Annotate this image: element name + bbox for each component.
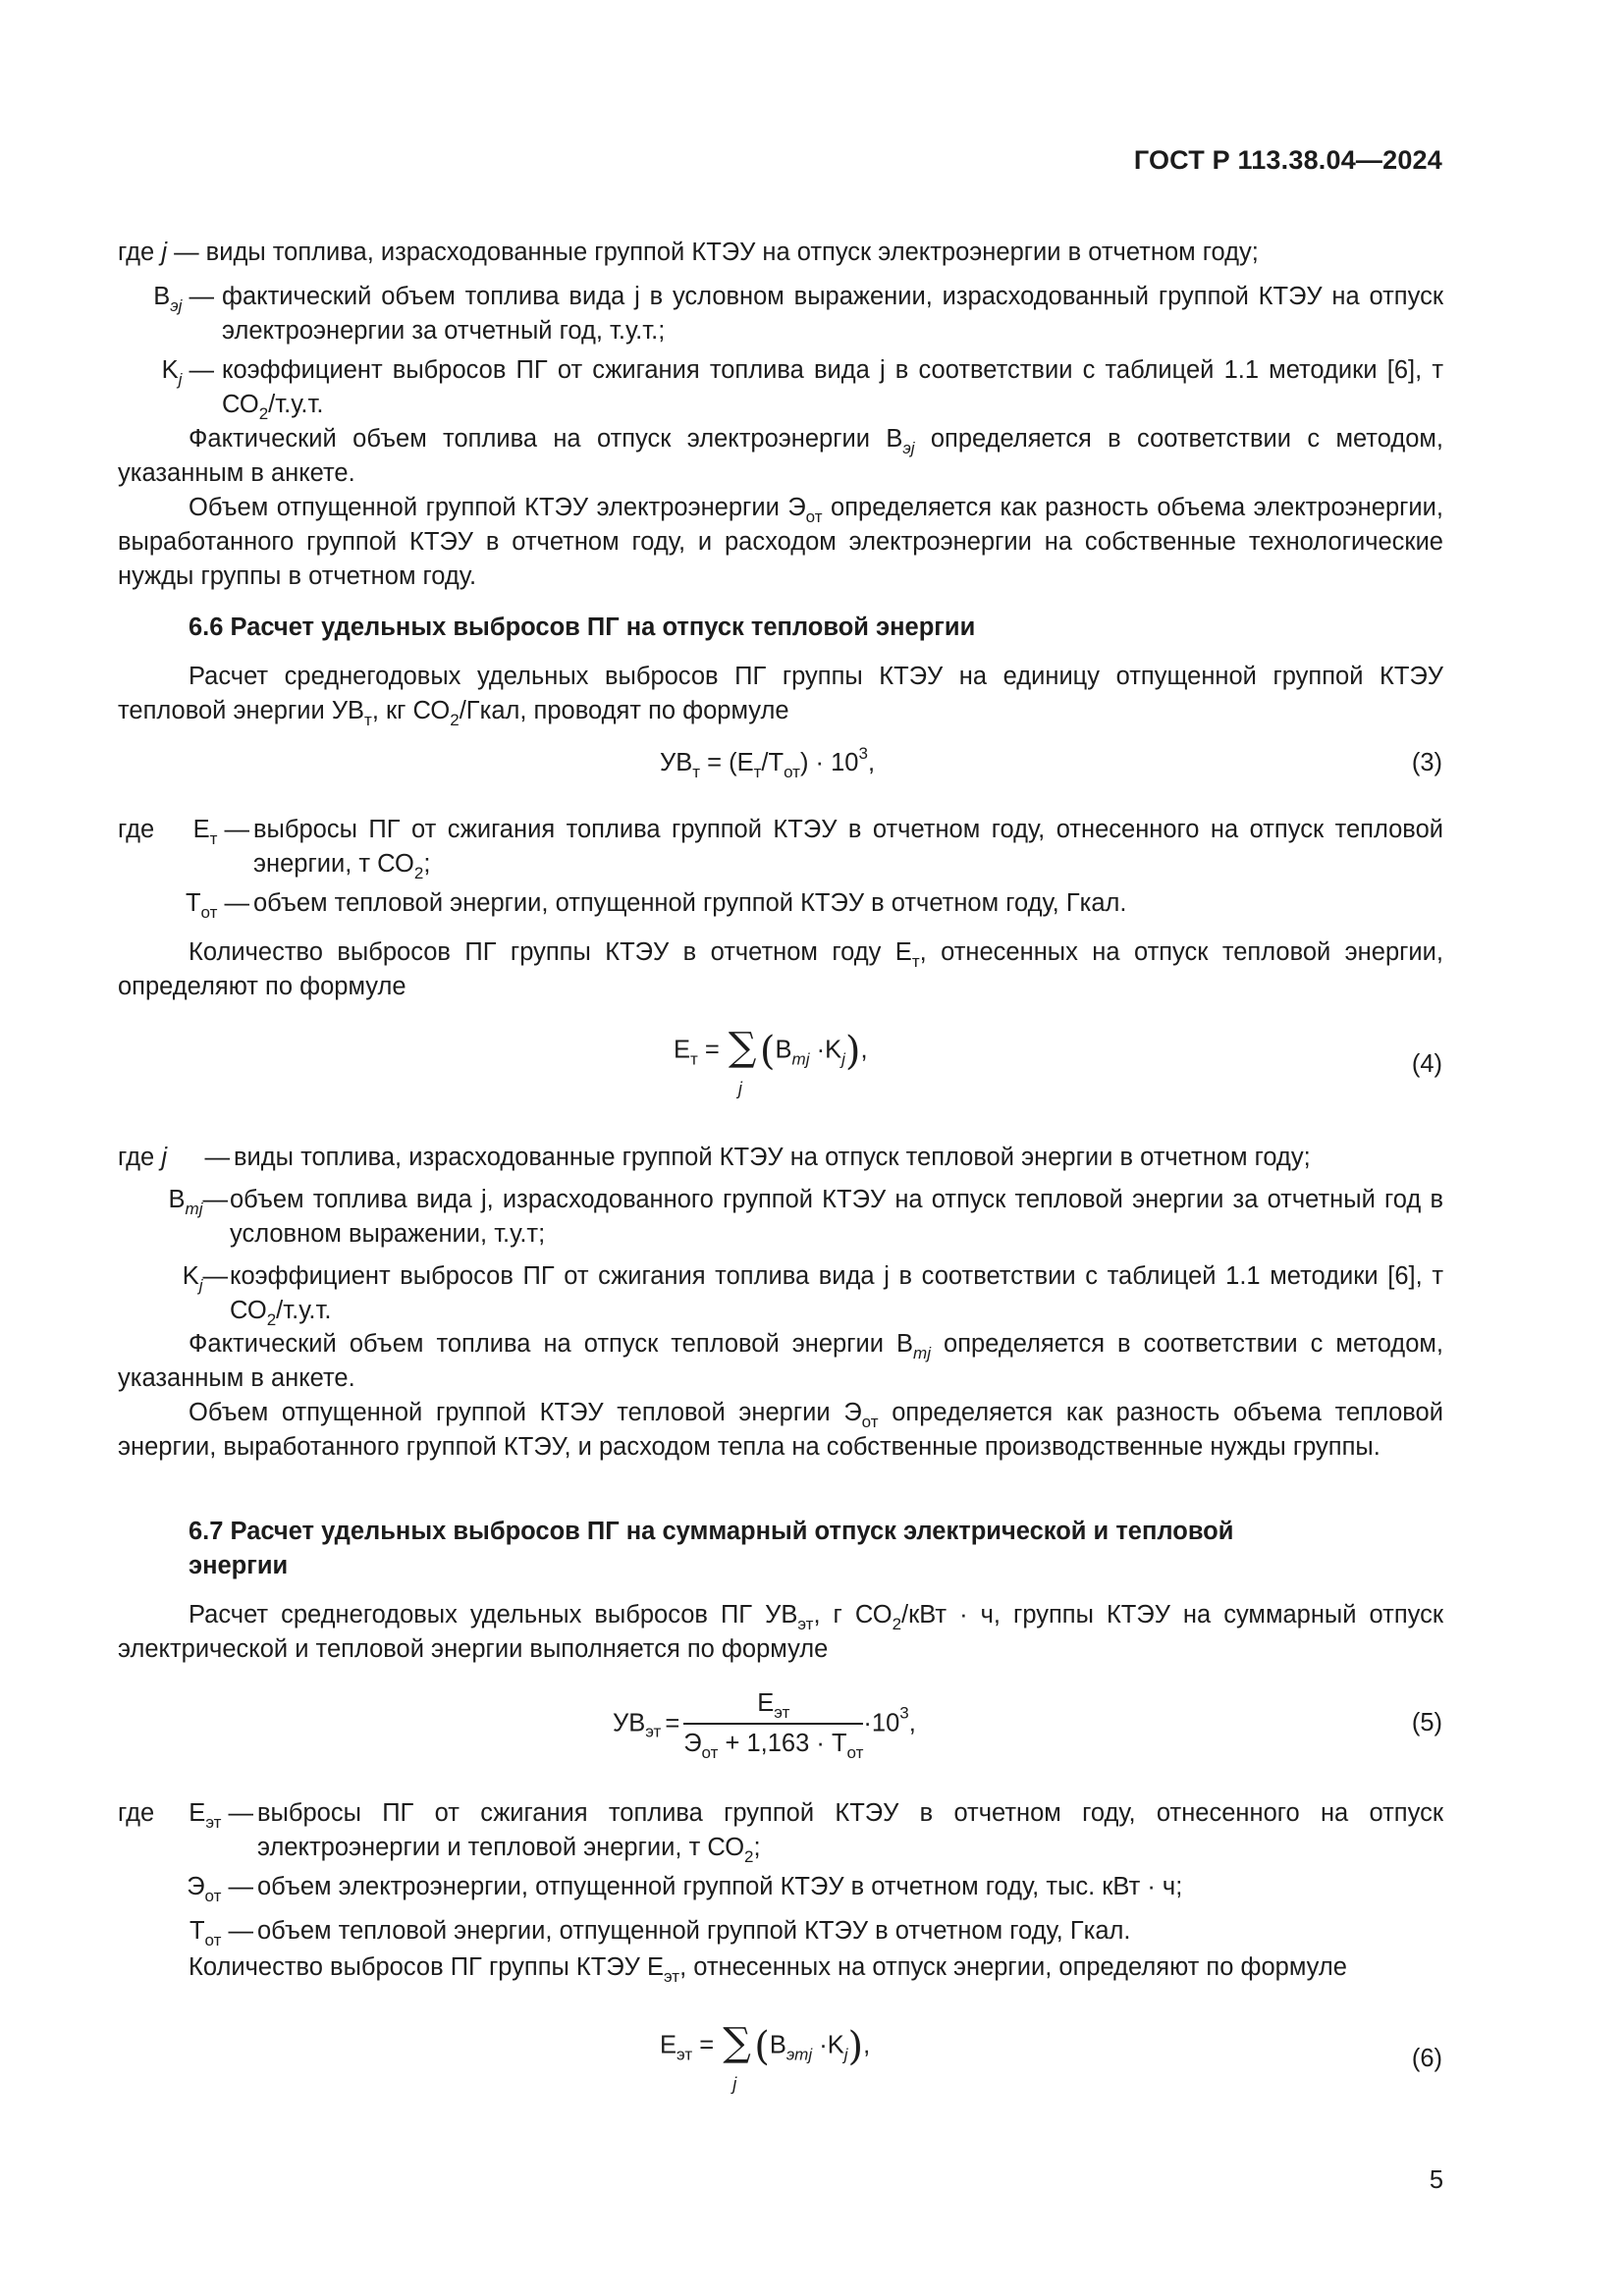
text-part: Расчет среднегодовых удельных выбросов ПГ УВ <box>189 1601 798 1629</box>
subscript: эj <box>902 439 915 457</box>
formula-part: = (Е <box>707 749 754 776</box>
definition-term-b: $В_{эj}$ — <box>153 283 214 315</box>
term-symbol: В <box>153 283 171 310</box>
definition-term-bt: $В_{тj}—$ <box>168 1186 228 1218</box>
fraction-numerator <box>683 1686 863 1725</box>
term-subscript: от <box>204 1887 222 1905</box>
formula-part: = <box>665 1709 680 1737</box>
text-part: , г СО <box>813 1601 893 1629</box>
term-symbol: Е <box>192 816 210 843</box>
subscript: 2 <box>266 1310 277 1329</box>
subscript: эт <box>774 1703 790 1722</box>
text-part: /т.у.т. <box>268 391 324 418</box>
where-label-6-6: где <box>118 816 155 843</box>
definition-text-j2: виды топлива, израсходованные группой КТЭУ на отпуск тепловой энергии в отчетном году; <box>234 1144 1311 1171</box>
paragraph-6-7-intro <box>118 1598 1443 1667</box>
fraction <box>683 1686 863 1761</box>
term-symbol: K <box>182 1262 199 1290</box>
subscript: эт <box>663 1967 680 1986</box>
paren-close: ) <box>847 2024 864 2069</box>
text-part: /Гкал, проводят по формуле <box>459 697 789 724</box>
definition-text-b: фактический объем топлива вида j в условном выражении, израсходованный группой КТЭУ на отпуск электроэнергии за отчетный год, т.у.т.; <box>222 283 1443 345</box>
paragraph-electricity-volume <box>118 491 1443 594</box>
term-subscript: эj <box>170 296 183 315</box>
text-part: Объем отпущенной группой КТЭУ тепловой энергии Э <box>189 1399 862 1426</box>
formula-part: В <box>775 1036 792 1064</box>
sum-operator <box>721 2020 754 2094</box>
definition-term-k: $K_j$ — <box>161 356 214 389</box>
subscript: тj <box>913 1344 931 1362</box>
formula-5 <box>613 1686 916 1761</box>
subscript: т <box>753 763 762 781</box>
where-label: где <box>118 1144 155 1171</box>
definition-term: j <box>161 1144 167 1171</box>
formula-part: , <box>863 2031 871 2059</box>
term-subscript: эт <box>205 1813 222 1832</box>
sum-operator <box>727 1025 760 1098</box>
sigma-symbol: ∑ <box>723 2020 751 2065</box>
formula-part: Е <box>660 2031 677 2059</box>
paragraph-6-6-intro <box>118 660 1443 728</box>
text-part: , кг СО <box>371 697 451 724</box>
subscript: j <box>843 2045 848 2064</box>
text-part: Фактический объем топлива на отпуск тепловой энергии В <box>189 1330 914 1358</box>
formula-6 <box>660 2020 871 2094</box>
subscript: эт <box>645 1722 662 1741</box>
definition-j <box>118 236 1443 270</box>
superscript: 3 <box>858 744 868 763</box>
equation-number-6: (6) <box>1411 2045 1442 2072</box>
definition-term-eet: $Е_{эт}$ — <box>189 1799 253 1832</box>
formula-part: = <box>704 1036 720 1064</box>
subscript: 2 <box>450 711 460 729</box>
term-subscript: j <box>178 370 183 389</box>
subscript: т <box>911 952 920 971</box>
paragraph-fuel-volume <box>118 422 1443 491</box>
paren-open: ( <box>754 2024 770 2069</box>
section-title-6-7: 6.7 Расчет удельных выбросов ПГ на суммарный отпуск электрической и тепловой <box>189 1518 1234 1545</box>
term-subscript: от <box>204 1931 222 1949</box>
subscript: от <box>805 507 823 526</box>
definition-text-eet <box>257 1796 1443 1865</box>
formula-part: ·10 <box>863 1709 900 1737</box>
subscript: j <box>841 1049 845 1069</box>
page-number: 5 <box>1429 2166 1443 2194</box>
text-part: , отнесенных на отпуск энергии, определяют по формуле <box>679 1953 1347 1981</box>
definition-text-k2 <box>230 1259 1443 1328</box>
text-part: Количество выбросов ПГ группы КТЭУ Е <box>189 1953 664 1981</box>
subscript: т <box>692 763 701 781</box>
formula-part: В <box>769 2031 786 2059</box>
term-subscript: т <box>209 829 218 848</box>
text-part: , отнесенных на отпуск тепловой энергии, определяют по формуле <box>118 938 1444 1000</box>
subscript: т <box>364 711 372 729</box>
formula-part: = <box>699 2031 715 2059</box>
where-label-6-7: где <box>118 1799 155 1827</box>
formula-part: Е <box>757 1689 775 1717</box>
term-subscript: от <box>200 903 218 922</box>
section-title-6-6: 6.6 Расчет удельных выбросов ПГ на отпуск тепловой энергии <box>189 614 976 641</box>
text-part: определяется в соответствии с методом, указанным в анкете. <box>118 1330 1443 1392</box>
formula-part: , <box>867 749 876 776</box>
standard-code: ГОСТ Р 113.38.04—2024 <box>1133 145 1442 175</box>
text-part: коэффициент выбросов ПГ от сжигания топлива вида j в соответствии с таблицей 1.1 методики [6], т СО <box>222 356 1443 418</box>
paren-close: ) <box>844 1029 861 1074</box>
subscript: т <box>690 1049 698 1069</box>
paragraph-6-7-quantity <box>118 1950 1443 1985</box>
text-part: /кВт · ч, группы КТЭУ на суммарный отпуск электрической и тепловой энергии выполняется по формуле <box>118 1601 1443 1663</box>
definition-term-tot: $Т_{от}$ — <box>189 1917 253 1949</box>
text-part: Расчет среднегодовых удельных выбросов ПГ группы КТЭУ на единицу отпущенной группой КТЭУ тепловой энергии УВ <box>118 663 1443 724</box>
text-part: ; <box>753 1834 761 1861</box>
formula-part: УВ <box>660 749 693 776</box>
equation-number-5: (5) <box>1411 1709 1442 1736</box>
section-title-6-7-cont: энергии <box>189 1552 289 1579</box>
dash-j: — <box>204 1144 230 1171</box>
term-subscript: тj <box>185 1200 203 1218</box>
term-symbol: В <box>168 1186 186 1213</box>
term-symbol: Э <box>187 1873 205 1900</box>
superscript: 3 <box>899 1703 909 1723</box>
formula-part: ) · 10 <box>799 749 859 776</box>
term-symbol: Е <box>189 1799 206 1827</box>
paragraph-emissions-quantity <box>118 935 1443 1004</box>
text-part: Объем отпущенной группой КТЭУ электроэнергии Э <box>189 494 806 521</box>
text-part: выбросы ПГ от сжигания топлива группой КТЭУ в отчетном году, отнесенного на отпуск тепловой энергии, т СО <box>253 816 1443 878</box>
equation-number-3: (3) <box>1411 749 1442 776</box>
paragraph-heat-fuel-volume <box>118 1327 1443 1396</box>
text-part: определяется как разность объема тепловой энергии, выработанного группой КТЭУ, и расходом тепла на собственные производственные нужды группы. <box>118 1399 1443 1461</box>
definition-term-k2: $K_j—$ <box>182 1262 228 1295</box>
subscript: 2 <box>892 1615 902 1633</box>
sum-index: j <box>732 2074 737 2094</box>
text-part: определяется в соответствии с методом, указанным в анкете. <box>118 425 1443 487</box>
subscript: от <box>861 1413 879 1431</box>
text-part: коэффициент выбросов ПГ от сжигания топлива вида j в соответствии с таблицей 1.1 методики [6], т СО <box>230 1262 1443 1324</box>
subscript: от <box>701 1743 719 1762</box>
subscript: 2 <box>744 1847 754 1866</box>
text-part: ; <box>423 850 431 878</box>
definition-term-e: $Е_т$ — <box>192 816 249 848</box>
term-symbol: Т <box>185 889 201 917</box>
formula-part: /Т <box>761 749 785 776</box>
formula-part: , <box>860 1036 868 1064</box>
definition-term-eot: $Э_{от}$ — <box>187 1873 253 1905</box>
definition-term-t: $Т_{от}$ — <box>185 889 249 922</box>
subscript: 2 <box>413 864 424 882</box>
equation-number-4: (4) <box>1411 1050 1442 1078</box>
text-part: выбросы ПГ от сжигания топлива группой КТЭУ в отчетном году, отнесенного на отпуск электроэнергии и тепловой энергии, т СО <box>257 1799 1443 1861</box>
subscript: от <box>846 1743 864 1762</box>
formula-part: Е <box>674 1036 691 1064</box>
term-subscript: j <box>198 1276 203 1295</box>
term-symbol: K <box>161 356 179 384</box>
subscript: тj <box>791 1049 810 1069</box>
definition-text-e <box>253 813 1443 881</box>
dash: — <box>174 239 206 266</box>
definition-text-tot: объем тепловой энергии, отпущенной группой КТЭУ в отчетном году, Гкал. <box>257 1917 1131 1945</box>
definition-text-eot: объем электроэнергии, отпущенной группой КТЭУ в отчетном году, тыс. кВт · ч; <box>257 1873 1183 1900</box>
formula-4 <box>674 1025 868 1098</box>
subscript: этj <box>785 2045 813 2064</box>
subscript: эт <box>797 1615 814 1633</box>
subscript: 2 <box>258 404 269 423</box>
definition-text-bt: объем топлива вида j, израсходованного группой КТЭУ на отпуск тепловой энергии за отчетный год в условном выражении, т.у.т; <box>230 1186 1443 1248</box>
text-part: Количество выбросов ПГ группы КТЭУ в отчетном году Е <box>189 938 912 966</box>
definition-term: j <box>161 239 167 266</box>
definition-text-t: объем тепловой энергии, отпущенной группой КТЭУ в отчетном году, Гкал. <box>253 889 1127 917</box>
paren-open: ( <box>759 1029 776 1074</box>
definition-text-k <box>222 353 1443 422</box>
where-label: где <box>118 239 155 266</box>
formula-part: ·K <box>819 2031 844 2059</box>
subscript: эт <box>677 2045 693 2064</box>
term-symbol: Т <box>189 1917 205 1945</box>
text-part: определяется как разность объема электроэнергии, выработанного группой КТЭУ в отчетном году, и расходом электроэнергии на собственные технологические нужды группы в отчетном году. <box>118 494 1444 590</box>
text-part: /т.у.т. <box>276 1297 332 1324</box>
subscript: от <box>784 763 800 781</box>
paragraph-heat-volume <box>118 1396 1443 1465</box>
formula-part: , <box>908 1709 916 1737</box>
formula-part: + 1,163 · Т <box>718 1730 847 1757</box>
fraction-denominator <box>683 1725 863 1761</box>
formula-part: Э <box>683 1730 702 1757</box>
formula-3 <box>660 746 875 780</box>
formula-part: УВ <box>613 1709 646 1737</box>
where-label-6-6-b <box>118 1141 167 1175</box>
definition-text: виды топлива, израсходованные группой КТЭУ на отпуск электроэнергии в отчетном году; <box>205 239 1259 266</box>
sum-index: j <box>737 1079 742 1098</box>
sigma-symbol: ∑ <box>728 1025 757 1070</box>
text-part: Фактический объем топлива на отпуск электроэнергии В <box>189 425 903 453</box>
formula-part: ·K <box>816 1036 842 1064</box>
